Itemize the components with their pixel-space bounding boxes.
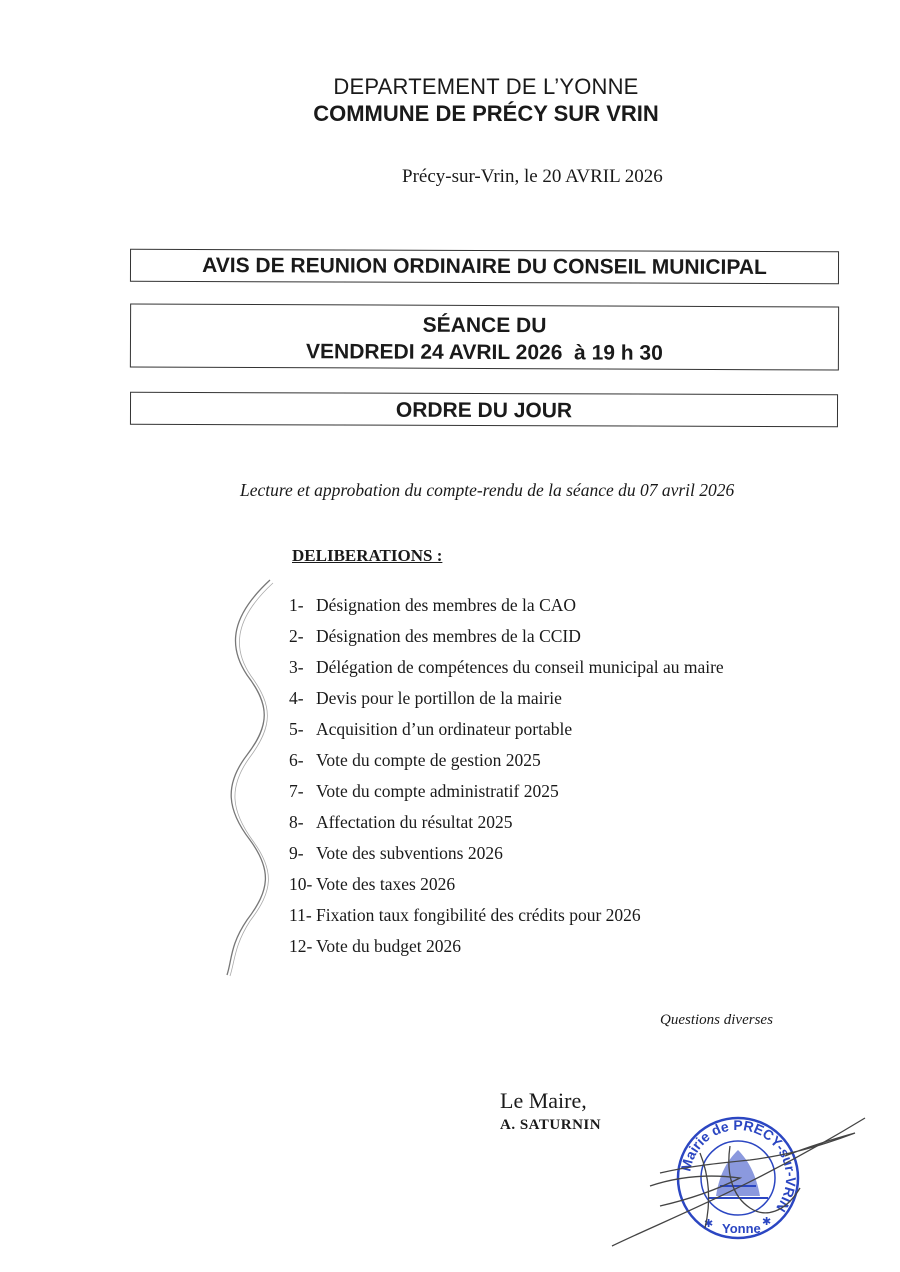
deliberation-number: 5- — [289, 719, 304, 739]
deliberation-item — [289, 904, 724, 935]
deliberation-text: Désignation des membres de la CAO — [316, 595, 577, 615]
seance-date: VENDREDI 24 AVRIL 2026 à 19 h 30 — [305, 340, 663, 365]
deliberation-item — [289, 749, 724, 780]
deliberation-number: 4- — [289, 688, 304, 708]
deliberation-text: Vote des subventions 2026 — [316, 843, 503, 863]
deliberation-text: Vote du compte administratif 2025 — [316, 781, 559, 801]
deliberation-item — [289, 687, 724, 718]
notice-title: AVIS DE REUNION ORDINAIRE DU CONSEIL MUNICIPAL — [202, 254, 767, 279]
commune-heading: COMMUNE DE PRÉCY SUR VRIN — [313, 101, 659, 126]
notice-title-box — [130, 249, 839, 284]
deliberation-item — [289, 842, 724, 873]
department-heading: DEPARTEMENT DE L’YONNE — [333, 74, 639, 99]
official-stamp-signature — [600, 1078, 870, 1258]
deliberation-item — [289, 594, 724, 625]
agenda-title-box — [130, 392, 838, 427]
deliberation-number: 7- — [289, 781, 304, 801]
deliberations-list — [289, 594, 724, 966]
deliberation-text: Acquisition d’un ordinateur portable — [316, 719, 573, 739]
deliberation-number: 9- — [289, 843, 304, 863]
deliberation-text: Vote des taxes 2026 — [316, 874, 456, 894]
deliberation-number: 1- — [289, 595, 304, 615]
deliberation-item — [289, 873, 724, 904]
deliberation-text: Vote du compte de gestion 2025 — [316, 750, 541, 770]
deliberation-number: 12- — [289, 936, 313, 956]
place-date: Précy-sur-Vrin, le 20 AVRIL 2026 — [402, 166, 663, 187]
deliberation-item — [289, 780, 724, 811]
deliberation-text: Devis pour le portillon de la mairie — [316, 688, 562, 708]
svg-text:✱: ✱ — [704, 1218, 714, 1230]
svg-text:✱: ✱ — [762, 1216, 772, 1228]
deliberation-number: 11- — [289, 905, 312, 925]
deliberation-text: Délégation de compétences du conseil municipal au maire — [316, 657, 724, 677]
svg-text:Mairie de PRECY-sur-VRIN: Mairie de PRECY-sur-VRIN — [677, 1116, 800, 1216]
deliberation-text: Affectation du résultat 2025 — [316, 812, 513, 832]
deliberation-number: 6- — [289, 750, 304, 770]
seance-label: SÉANCE DU — [422, 313, 547, 338]
deliberation-item — [289, 625, 724, 656]
deliberation-item — [289, 718, 724, 749]
deliberation-item — [289, 935, 724, 966]
questions-diverses: Questions diverses — [660, 1012, 773, 1028]
deliberation-text: Vote du budget 2026 — [316, 936, 462, 956]
deliberation-text: Désignation des membres de la CCID — [316, 626, 581, 646]
deliberation-item — [289, 811, 724, 842]
deliberation-number: 3- — [289, 657, 304, 677]
deliberation-text: Fixation taux fongibilité des crédits pour 2026 — [316, 905, 641, 925]
deliberation-item — [289, 656, 724, 687]
wavy-line-decoration — [222, 575, 282, 980]
reading-approval: Lecture et approbation du compte-rendu de la séance du 07 avril 2026 — [240, 480, 735, 500]
deliberation-number: 2- — [289, 626, 304, 646]
mayor-name: A. SATURNIN — [500, 1117, 602, 1133]
mayor-title: Le Maire, — [500, 1088, 587, 1113]
seance-box — [130, 303, 839, 370]
deliberation-number: 8- — [289, 812, 304, 832]
deliberation-number: 10- — [289, 874, 313, 894]
deliberations-heading: DELIBERATIONS : — [292, 546, 443, 565]
svg-text:Yonne: Yonne — [722, 1221, 761, 1236]
agenda-title: ORDRE DU JOUR — [395, 398, 573, 423]
